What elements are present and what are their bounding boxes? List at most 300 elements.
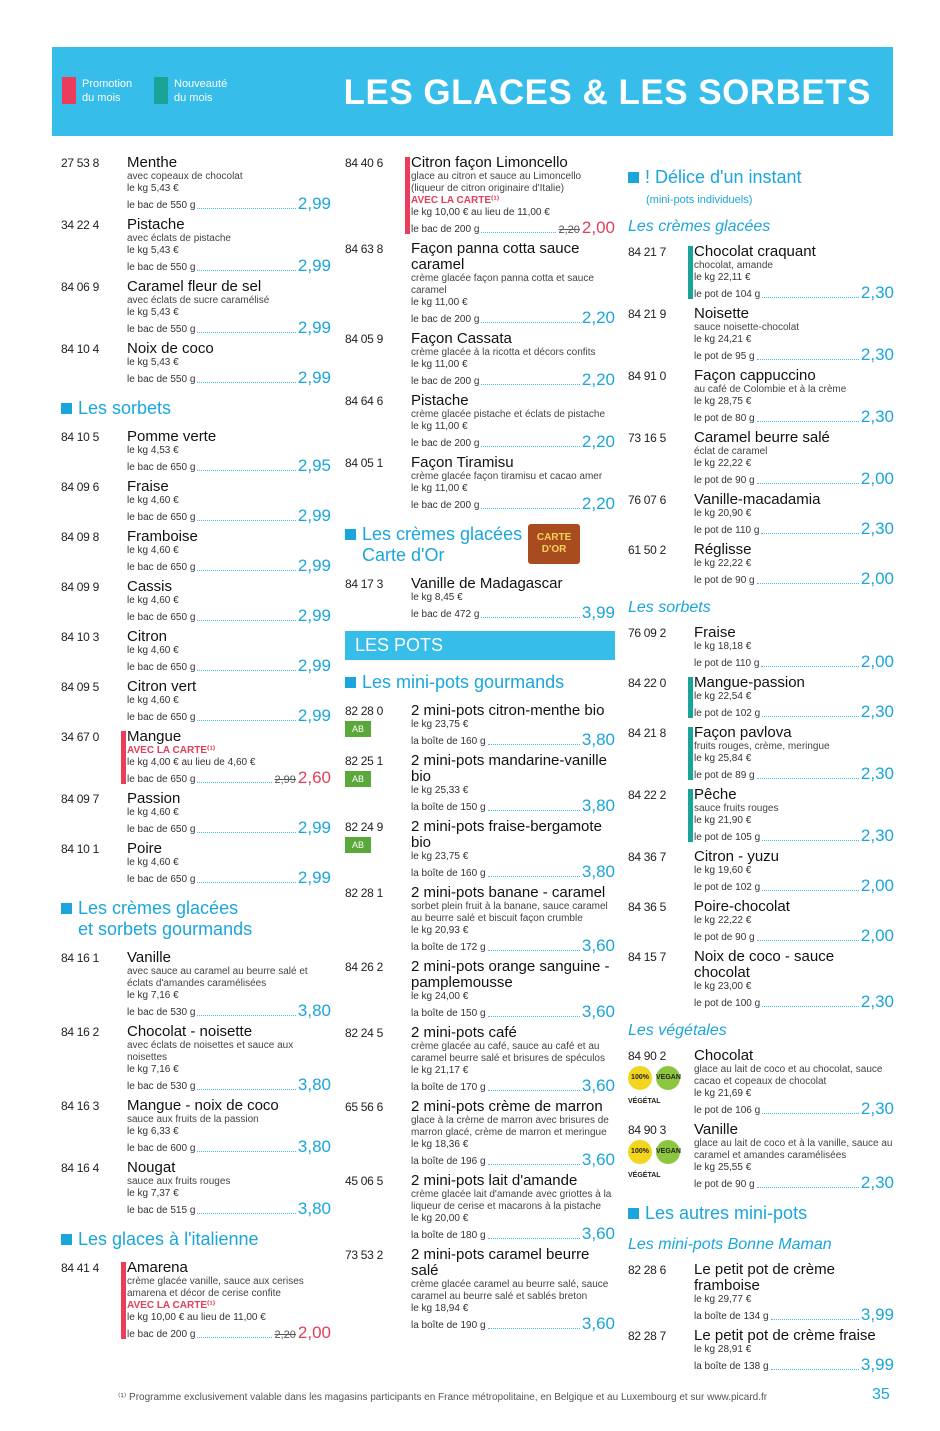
product-description: crème glacée vanille, sauce aux cerises amarena et décor de cerise confite: [127, 1276, 304, 1299]
dot-leader: [197, 832, 296, 833]
size-price-row: [411, 1225, 615, 1242]
product-description: sauce fruits rouges: [694, 803, 779, 814]
section-heading: [61, 398, 331, 419]
package-size: le bac de 650 g: [127, 462, 196, 473]
product-code: 84 16 1: [61, 951, 99, 965]
package-size: le bac de 472 g: [411, 609, 480, 620]
size-price-row: [127, 819, 331, 836]
product-item: [345, 1025, 615, 1094]
package-size: le pot de 90 g: [694, 575, 755, 586]
size-price-row: [127, 557, 331, 574]
product-item: [345, 155, 615, 236]
product-price: 2,30: [860, 826, 894, 845]
product-item: [628, 492, 894, 537]
product-price: 3,80: [581, 862, 615, 881]
product-description: sauce aux fruits de la passion: [127, 1114, 259, 1125]
product-code: 84 10 3: [61, 630, 99, 644]
product-item: [628, 1328, 894, 1373]
product-item: [61, 791, 331, 836]
package-size: le bac de 530 g: [127, 1081, 196, 1092]
product-price: 2,60: [297, 768, 331, 787]
size-price-row: [127, 869, 331, 886]
price-per-kg: le kg 4,53 €: [127, 445, 179, 456]
product-code: 27 53 8: [61, 156, 99, 170]
product-name: Façon panna cotta sauce caramel: [411, 240, 580, 273]
product-name: Noix de coco: [127, 340, 214, 357]
product-item: [628, 849, 894, 894]
package-size: le bac de 650 g: [127, 824, 196, 835]
package-size: le bac de 550 g: [127, 324, 196, 335]
product-description: glace au lait de coco et au chocolat, sauce cacao et copeaux de chocolat: [694, 1064, 883, 1087]
dot-leader: [757, 1187, 859, 1188]
size-price-row: [127, 369, 331, 386]
product-description: sauce noisette-chocolat: [694, 322, 800, 333]
product-price: 2,99: [297, 556, 331, 575]
product-price: 2,30: [860, 345, 894, 364]
dot-leader: [481, 446, 580, 447]
product-name: Pistache: [127, 216, 185, 233]
product-item: [345, 819, 615, 880]
package-size: la boîte de 170 g: [411, 1082, 486, 1093]
size-price-row: [127, 1200, 331, 1217]
dot-leader: [197, 208, 296, 209]
page-header: [52, 47, 893, 136]
size-price-row: [411, 495, 615, 512]
size-price-row: [694, 570, 894, 587]
product-price: 2,00: [860, 926, 894, 945]
section-title: ! Délice d'un instant: [645, 167, 802, 187]
product-description: avec éclats de noisettes et sauce aux noisettes: [127, 1040, 294, 1063]
size-price-row: [127, 1138, 331, 1155]
product-price: 3,60: [581, 1314, 615, 1333]
subsection-title: Les mini-pots Bonne Maman: [628, 1236, 832, 1253]
product-price: 2,00: [581, 218, 615, 237]
product-code: 84 21 7: [628, 245, 666, 259]
product-description: crème glacée façon tiramisu et cacao amer: [411, 471, 603, 482]
size-price-row: [411, 937, 615, 954]
size-price-row: [694, 408, 894, 425]
product-name: Framboise: [127, 528, 198, 545]
vegetal-badge-icon: 100% VÉGÉTAL: [628, 1140, 652, 1164]
product-code: 84 09 7: [61, 792, 99, 806]
size-price-row: [411, 309, 615, 326]
product-name: 2 mini-pots crème de marron: [411, 1098, 603, 1115]
product-item: [628, 1048, 894, 1117]
product-price: 2,20: [581, 308, 615, 327]
product-item: [628, 675, 894, 720]
product-price: 2,00: [860, 652, 894, 671]
dot-leader: [757, 583, 859, 584]
product-price: 2,00: [860, 569, 894, 588]
product-price: 3,60: [581, 1224, 615, 1243]
category-band: LES POTS: [345, 631, 615, 660]
size-price-row: [127, 769, 331, 786]
dot-leader: [197, 620, 296, 621]
size-price-row: [694, 927, 894, 944]
carte-dor-logo: CARTE D'OR: [528, 524, 580, 564]
size-price-row: [694, 470, 894, 487]
product-description: crème glacée à la ricotta et décors confits: [411, 347, 596, 358]
size-price-row: [127, 607, 331, 624]
vegan-badge-icon: VEGAN: [656, 1140, 680, 1164]
product-description: avec éclats de pistache: [127, 233, 231, 244]
dot-leader: [197, 1337, 272, 1338]
old-price: 2,99: [274, 774, 296, 786]
price-per-kg: le kg 28,91 €: [694, 1344, 752, 1355]
dot-leader: [197, 1213, 296, 1214]
product-code: 84 05 9: [345, 332, 383, 346]
product-code: 82 28 1: [345, 886, 383, 900]
product-code: 84 41 4: [61, 1261, 99, 1275]
dot-leader: [757, 778, 859, 779]
product-item: [345, 703, 615, 748]
package-size: le pot de 102 g: [694, 708, 761, 719]
product-name: Pomme verte: [127, 428, 217, 445]
product-code: 82 28 0: [345, 704, 383, 718]
product-price: 2,30: [860, 992, 894, 1011]
dot-leader: [197, 382, 296, 383]
product-code: 84 10 4: [61, 342, 99, 356]
product-price: 3,99: [581, 603, 615, 622]
package-size: le bac de 650 g: [127, 662, 196, 673]
product-item: [61, 629, 331, 674]
dot-leader: [481, 508, 580, 509]
size-price-row: [694, 827, 894, 844]
product-item: [61, 479, 331, 524]
product-item: [345, 393, 615, 450]
product-item: [61, 579, 331, 624]
new-bar: [688, 727, 693, 780]
dot-leader: [757, 940, 859, 941]
section-square-icon: [61, 403, 72, 414]
product-code: 84 64 6: [345, 394, 383, 408]
new-bar: [688, 789, 693, 842]
dot-leader: [488, 1328, 580, 1329]
product-price: 2,99: [297, 818, 331, 837]
price-per-kg: le kg 20,90 €: [694, 508, 752, 519]
dot-leader: [762, 840, 859, 841]
product-item: [345, 1099, 615, 1168]
size-price-row: [694, 877, 894, 894]
size-price-row: [411, 433, 615, 450]
section-title-group: [362, 672, 564, 693]
dot-leader: [197, 470, 296, 471]
package-size: le bac de 600 g: [127, 1143, 196, 1154]
dot-leader: [481, 617, 580, 618]
package-size: le pot de 106 g: [694, 1105, 761, 1116]
section-heading: [61, 1229, 331, 1250]
product-item: [61, 1024, 331, 1093]
product-item: [61, 217, 331, 274]
section-title-group: [645, 167, 802, 188]
price-per-kg: le kg 23,00 €: [694, 981, 752, 992]
product-description: crème glacée façon panna cotta et sauce caramel: [411, 273, 594, 296]
price-per-kg: le kg 5,43 €: [127, 307, 179, 318]
package-size: le pot de 90 g: [694, 1179, 755, 1190]
product-description: glace à la crème de marron avec brisures de marron glacé, crème de marron et meringue: [411, 1115, 609, 1138]
vegetal-badge-icon: 100% VÉGÉTAL: [628, 1066, 652, 1090]
size-price-row: [411, 1151, 615, 1168]
promo-bar: [121, 1262, 126, 1339]
product-code: 76 07 6: [628, 493, 666, 507]
loyalty-card-note: AVEC LA CARTE⁽¹⁾: [411, 195, 500, 206]
product-item: [628, 1122, 894, 1191]
section-title: Les crèmes glacées: [362, 524, 523, 544]
product-name: Vanille de Madagascar: [411, 575, 563, 592]
section-square-icon: [345, 677, 356, 688]
package-size: la boîte de 172 g: [411, 942, 486, 953]
dot-leader: [761, 666, 858, 667]
organic-label-icon: AB: [345, 837, 371, 853]
product-item: [345, 885, 615, 954]
product-item: [61, 1260, 331, 1341]
dot-leader: [197, 1015, 296, 1016]
product-code: 84 22 2: [628, 788, 666, 802]
product-item: [345, 455, 615, 512]
organic-label-icon: AB: [345, 721, 371, 737]
package-size: le bac de 200 g: [411, 376, 480, 387]
product-item: [345, 959, 615, 1020]
product-description: crème glacée caramel au beurre salé, sauce caramel au beurre salé et sablés breton: [411, 1279, 609, 1302]
old-price: 2,20: [558, 224, 580, 236]
section-title-group: [78, 898, 252, 940]
section-heading: [628, 1203, 894, 1224]
product-name: Citron vert: [127, 678, 197, 695]
section-square-icon: [628, 1208, 639, 1219]
product-price: 2,99: [297, 318, 331, 337]
product-name: Chocolat - noisette: [127, 1023, 253, 1040]
price-per-kg: le kg 4,60 €: [127, 545, 179, 556]
price-per-kg: le kg 7,16 €: [127, 990, 179, 1001]
price-per-kg: le kg 25,84 €: [694, 753, 752, 764]
price-per-kg: le kg 18,18 €: [694, 641, 752, 652]
product-description: éclat de caramel: [694, 446, 768, 457]
product-price: 2,30: [860, 1099, 894, 1118]
product-code: 84 36 5: [628, 900, 666, 914]
product-name: Façon cappuccino: [694, 367, 816, 384]
dot-leader: [762, 1113, 859, 1114]
section-note: (mini-pots individuels): [646, 194, 753, 206]
section-title: Les sorbets: [78, 398, 172, 418]
product-price: 3,80: [297, 1075, 331, 1094]
product-name: 2 mini-pots caramel beurre salé: [411, 1246, 590, 1279]
price-per-kg: le kg 23,75 €: [411, 719, 469, 730]
product-price: 2,99: [297, 606, 331, 625]
product-code: 76 09 2: [628, 626, 666, 640]
price-per-kg: le kg 11,00 €: [411, 421, 468, 432]
product-price: 2,99: [297, 706, 331, 725]
product-item: [628, 787, 894, 844]
package-size: la boîte de 134 g: [694, 1311, 769, 1322]
size-price-row: [411, 1315, 615, 1332]
dot-leader: [197, 520, 296, 521]
product-item: [61, 841, 331, 886]
product-code: 84 15 7: [628, 950, 666, 964]
size-price-row: [411, 1003, 615, 1020]
product-price: 3,99: [860, 1305, 894, 1324]
package-size: le bac de 200 g: [411, 224, 480, 235]
product-name: Citron - yuzu: [694, 848, 780, 865]
price-per-kg: le kg 22,22 €: [694, 458, 752, 469]
product-item: [345, 1173, 615, 1242]
product-name: Mangue-passion: [694, 674, 805, 691]
product-item: [61, 279, 331, 336]
product-item: [628, 725, 894, 782]
package-size: le bac de 650 g: [127, 562, 196, 573]
product-description: glace au lait de coco et à la vanille, sauce au caramel et amandes caramélisées: [694, 1138, 893, 1161]
product-code: 84 09 9: [61, 580, 99, 594]
price-per-kg: le kg 11,00 €: [411, 359, 468, 370]
dot-leader: [197, 882, 296, 883]
product-code: 65 56 6: [345, 1100, 383, 1114]
product-code: 84 40 6: [345, 156, 383, 170]
product-price: 2,00: [860, 469, 894, 488]
legend-promo-label: Promotion du mois: [82, 78, 133, 104]
price-per-kg: le kg 4,60 €: [127, 495, 179, 506]
section-square-icon: [61, 1234, 72, 1245]
section-title-group: [362, 524, 522, 566]
loyalty-card-note: AVEC LA CARTE⁽¹⁾: [127, 1300, 216, 1311]
product-price: 2,99: [297, 368, 331, 387]
product-name: Vanille: [694, 1121, 738, 1138]
footnote: ⁽¹⁾ Programme exclusivement valable dans les magasins participants en France métropolitaine, en Belgique et au Luxembourg et sur www.picard.fr: [118, 1392, 768, 1403]
package-size: la boîte de 160 g: [411, 736, 486, 747]
price-per-kg: le kg 4,60 €: [127, 645, 179, 656]
product-name: Citron: [127, 628, 168, 645]
section-title: Les crèmes glacées: [78, 898, 239, 918]
product-name: Fraise: [127, 478, 169, 495]
product-name: Chocolat: [694, 1047, 754, 1064]
product-price: 3,60: [581, 1076, 615, 1095]
product-name: 2 mini-pots café: [411, 1024, 517, 1041]
product-name: Fraise: [694, 624, 736, 641]
product-name: Menthe: [127, 154, 178, 171]
size-price-row: [127, 195, 331, 212]
price-per-kg: le kg 22,11 €: [694, 272, 751, 283]
price-per-kg: le kg 11,00 €: [411, 483, 468, 494]
package-size: la boîte de 180 g: [411, 1230, 486, 1241]
product-price: 2,20: [581, 494, 615, 513]
product-item: [628, 430, 894, 487]
dot-leader: [197, 782, 272, 783]
column-middle: [345, 155, 615, 1337]
price-per-kg: le kg 11,00 €: [411, 297, 468, 308]
product-description: au café de Colombie et à la crème: [694, 384, 847, 395]
product-code: 34 22 4: [61, 218, 99, 232]
product-description: crème glacée pistache et éclats de pistache: [411, 409, 605, 420]
price-per-kg: le kg 22,54 €: [694, 691, 752, 702]
product-item: [61, 679, 331, 724]
product-code: 82 24 5: [345, 1026, 383, 1040]
legend-promo: [62, 77, 146, 105]
product-price: 2,30: [860, 764, 894, 783]
product-name: Pêche: [694, 786, 737, 803]
product-code: 84 10 5: [61, 430, 99, 444]
price-per-kg: le kg 10,00 € au lieu de 11,00 €: [127, 1312, 266, 1323]
product-item: [345, 1247, 615, 1332]
price-per-kg: le kg 5,43 €: [127, 183, 179, 194]
dot-leader: [197, 1151, 296, 1152]
product-description: avec copeaux de chocolat: [127, 171, 243, 182]
size-price-row: [694, 1100, 894, 1117]
package-size: le pot de 102 g: [694, 882, 761, 893]
product-code: 84 36 7: [628, 850, 666, 864]
price-per-kg: le kg 23,75 €: [411, 851, 469, 862]
page-number: 35: [872, 1386, 890, 1403]
product-price: 3,60: [581, 1002, 615, 1021]
product-description: avec sauce au caramel au beurre salé et éclats d'amandes caramélisées: [127, 966, 308, 989]
section-square-icon: [628, 172, 639, 183]
product-code: 73 16 5: [628, 431, 666, 445]
product-price: 2,99: [297, 194, 331, 213]
product-code: 84 21 8: [628, 726, 666, 740]
size-price-row: [694, 346, 894, 363]
product-name: 2 mini-pots fraise-bergamote bio: [411, 818, 602, 851]
package-size: le pot de 105 g: [694, 832, 761, 843]
product-price: 2,99: [297, 868, 331, 887]
product-code: 84 91 0: [628, 369, 666, 383]
size-price-row: [411, 604, 615, 621]
product-name: Citron façon Limoncello: [411, 154, 568, 171]
new-bar: [688, 246, 693, 299]
size-price-row: [411, 863, 615, 880]
price-per-kg: le kg 4,60 €: [127, 595, 179, 606]
size-price-row: [127, 707, 331, 724]
size-price-row: [127, 507, 331, 524]
product-item: [61, 429, 331, 474]
product-code: 82 28 7: [628, 1329, 666, 1343]
size-price-row: [694, 1174, 894, 1191]
product-price: 2,20: [581, 432, 615, 451]
dot-leader: [762, 716, 859, 717]
product-name: 2 mini-pots mandarine-vanille bio: [411, 752, 607, 785]
package-size: la boîte de 150 g: [411, 1008, 486, 1019]
organic-label-icon: AB: [345, 771, 371, 787]
package-size: la boîte de 138 g: [694, 1361, 769, 1372]
package-size: le bac de 550 g: [127, 200, 196, 211]
dot-leader: [197, 332, 296, 333]
product-code: 82 24 9: [345, 820, 383, 834]
product-item: [61, 950, 331, 1019]
package-size: la boîte de 196 g: [411, 1156, 486, 1167]
product-name: Réglisse: [694, 541, 752, 558]
product-price: 3,80: [581, 796, 615, 815]
legend-new: [154, 77, 238, 105]
product-name: Amarena: [127, 1259, 188, 1276]
product-price: 2,30: [860, 702, 894, 721]
section-title-line2: Carte d'Or: [362, 545, 445, 565]
price-per-kg: le kg 18,36 €: [411, 1139, 469, 1150]
dot-leader: [197, 720, 296, 721]
product-item: [628, 244, 894, 301]
product-name: 2 mini-pots orange sanguine - pamplemousse: [411, 958, 610, 991]
product-description: avec éclats de sucre caramélisé: [127, 295, 270, 306]
product-item: [628, 306, 894, 363]
product-code: 84 63 8: [345, 242, 383, 256]
product-code: 73 53 2: [345, 1248, 383, 1262]
product-item: [628, 1262, 894, 1323]
product-code: 84 26 2: [345, 960, 383, 974]
product-code: 84 90 2: [628, 1049, 666, 1063]
product-name: Façon Cassata: [411, 330, 512, 347]
dot-leader: [488, 744, 580, 745]
dot-leader: [762, 1006, 859, 1007]
product-item: [61, 529, 331, 574]
dot-leader: [757, 483, 859, 484]
product-code: 84 16 3: [61, 1099, 99, 1113]
price-per-kg: le kg 5,43 €: [127, 357, 179, 368]
price-per-kg: le kg 8,45 €: [411, 592, 463, 603]
